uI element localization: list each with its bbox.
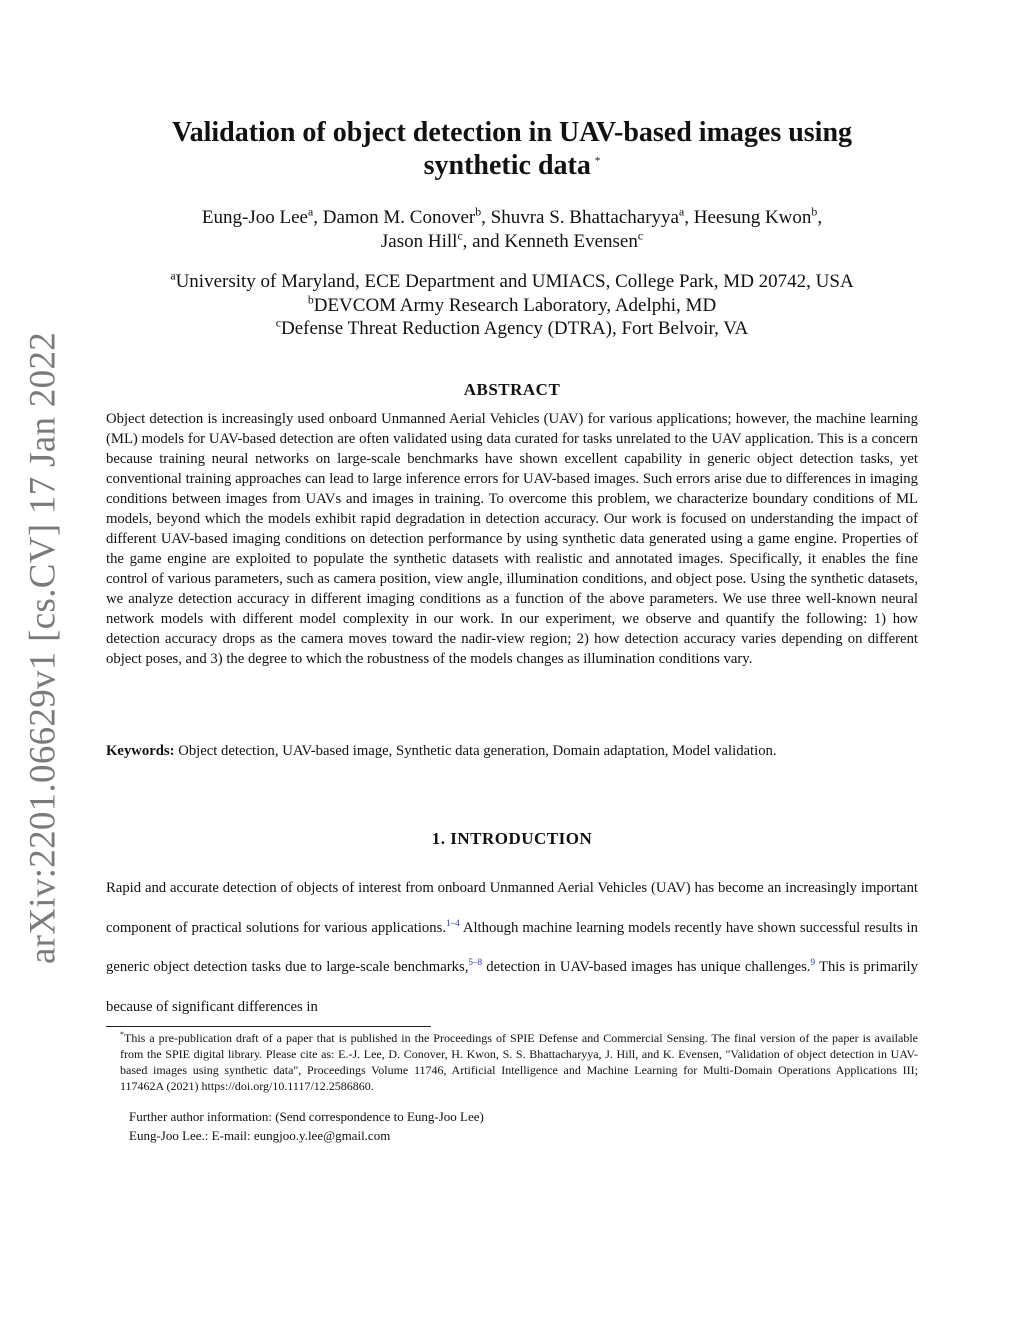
affiliation-mark: b [307, 293, 314, 307]
author-name: , Damon M. Conover [313, 207, 476, 228]
citation-link[interactable]: 9 [810, 957, 816, 968]
author-affil-mark: b [475, 205, 482, 219]
author-name: , Heesung Kwon [684, 207, 812, 228]
affiliation-list [110, 270, 914, 341]
abstract-heading: ABSTRACT [463, 380, 561, 399]
citation-link[interactable]: 5–8 [468, 957, 483, 968]
intro-text: Although machine learning models recently have shown successful results in generic object detection tasks due to large-scale benchmarks, [106, 919, 918, 975]
introduction-paragraph [106, 869, 918, 1027]
author-name: Jason Hill [380, 231, 458, 252]
author-name: Eung-Joo Lee [201, 207, 308, 228]
author-affil-mark: a [307, 205, 314, 219]
footnote-prepublication [120, 1030, 918, 1094]
affiliation [110, 270, 914, 294]
author-list [110, 206, 914, 254]
keywords [106, 741, 918, 761]
affiliation-mark: c [275, 316, 281, 330]
affiliation-mark: a [170, 269, 176, 283]
title-line-2 [110, 149, 914, 182]
keywords-text: Object detection, UAV-based image, Synthetic data generation, Domain adaptation, Model validation. [174, 743, 777, 759]
affiliation [110, 317, 914, 341]
author-affil-mark: a [679, 205, 685, 219]
author-line-2 [110, 230, 914, 254]
author-affil-mark: c [637, 229, 644, 243]
intro-text: detection in UAV-based images has unique challenges. [482, 959, 811, 975]
author-line-1 [110, 206, 914, 230]
affiliation-text: Defense Threat Reduction Agency (DTRA), Fort Belvoir, VA [280, 318, 749, 339]
footnote-mark: * [120, 1030, 124, 1039]
affiliation-text: University of Maryland, ECE Department and UMIACS, College Park, MD 20742, USA [175, 271, 854, 292]
section-heading-introduction: 1. INTRODUCTION [431, 829, 593, 848]
affiliation [110, 294, 914, 318]
affiliation-text: DEVCOM Army Research Laboratory, Adelphi, MD [313, 294, 717, 316]
title-line-2-text: synthetic data [423, 150, 591, 181]
footnote-email: Eung-Joo Lee.: E-mail: eungjoo.y.lee@gmail.com [129, 1128, 391, 1143]
paper-title [110, 116, 914, 182]
arxiv-sidebar [0, 0, 78, 1325]
author-affil-mark: c [457, 229, 463, 243]
author-name: , Shuvra S. Bhattacharyya [481, 207, 679, 228]
author-name: , and Kenneth Evensen [462, 231, 638, 252]
arxiv-identifier: arXiv:2201.06629v1 [cs.CV] 17 Jan 2022 [22, 331, 64, 965]
author-affil-mark: b [811, 205, 818, 219]
intro-text: This is primarily because of significant differences in [106, 959, 918, 1015]
citation-link[interactable]: 1–4 [446, 917, 460, 928]
intro-text: Rapid and accurate detection of objects of interest from onboard Unmanned Aerial Vehicles (UAV) has become an increasingly important component of practical solutions for various applications. [106, 880, 918, 936]
abstract-body: Object detection is increasingly used onboard Unmanned Aerial Vehicles (UAV) for various applications; however, the machine learning (ML) models for UAV-based detection are often validated using data curated for tasks unrelated to the UAV application. This is a concern because training neural networks on large-scale benchmarks have shown excellent capability in generic object detection tasks, yet conventional training approaches can lead to large inference errors for UAV-based images. Such errors arise due to differences in imaging conditions between images from UAVs and images in training. To overcome this problem, we characterize boundary conditions of ML models, beyond which the models exhibit rapid degradation in detection accuracy. Our work is focused on understanding the impact of different UAV-based imaging conditions on detection performance by using synthetic data generated using a game engine. Properties of the game engine are exploited to populate the synthetic datasets with realistic and annotated images. Specifically, it enables the fine control of various parameters, such as camera position, view angle, illumination conditions, and object pose. Using the synthetic datasets, we analyze detection accuracy in different imaging conditions as a function of the above parameters. We use three well-known neural network models with different model complexity in our work. In our experiment, we observe and quantify the following: 1) how detection accuracy drops as the camera moves toward the nadir-view region; 2) how detection accuracy varies depending on different object poses, and 3) the degree to which the robustness of the models changes as illumination conditions vary. [106, 411, 918, 667]
footnote-text: This a pre-publication draft of a paper that is published in the Proceedings of SPIE Defense and Commercial Sensing. The final version of the paper is available from the SPIE digital library. Please cite as: E.-J. Lee, D. Conover, H. Kwon, S. S. Bhattacharyya, J. Hill, and K. Evensen, "Validation of object detection in UAV-based images using synthetic data", Proceedings Volume 11746, Artificial Intelligence and Machine Learning for Multi-Domain Operations Applications III; 117462A (2021) https://doi.org/10.1117/12.2586860. [120, 1031, 918, 1093]
title-footnote-mark: * [594, 154, 601, 167]
footnote-further-info: Further author information: (Send correspondence to Eung-Joo Lee) [129, 1109, 484, 1124]
author-separator: , [817, 207, 823, 228]
keywords-label: Keywords: [106, 743, 175, 759]
title-line-1: Validation of object detection in UAV-based images using [171, 117, 853, 148]
footnote-rule [106, 1026, 431, 1027]
